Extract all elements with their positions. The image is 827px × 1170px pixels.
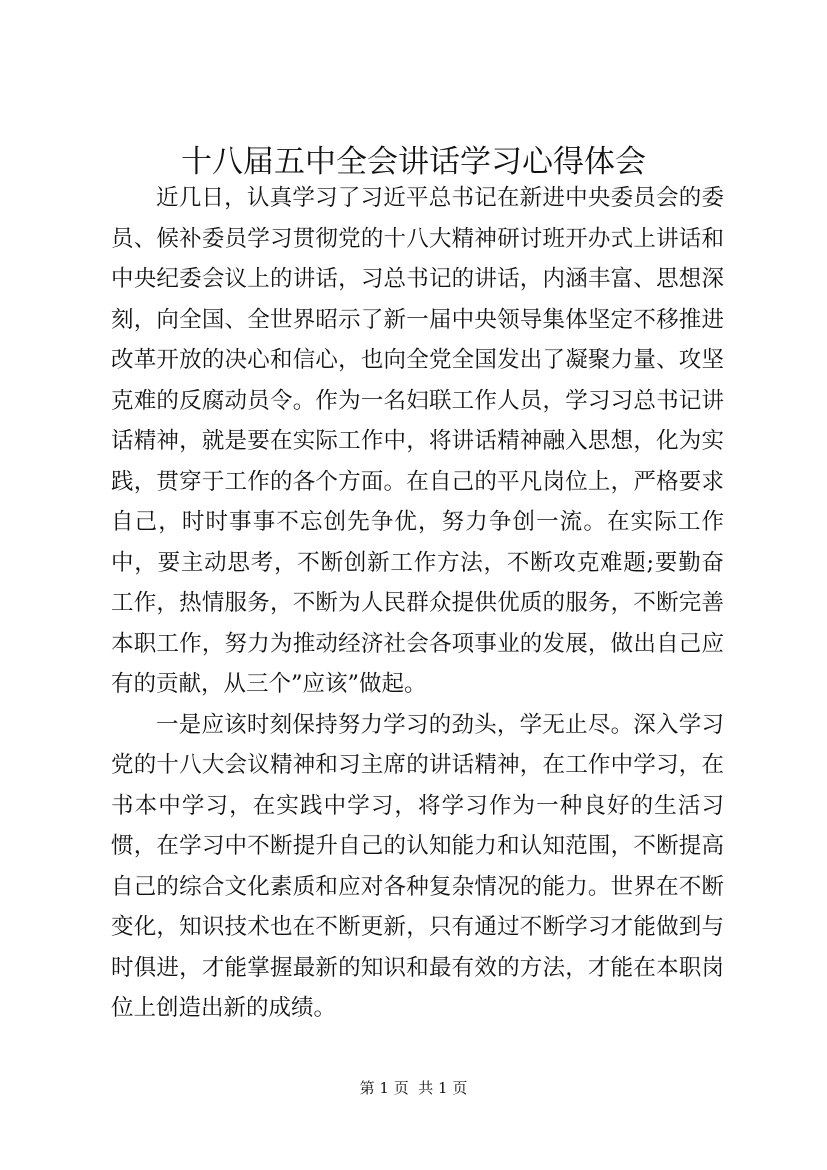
paragraph-2: 一是应该时刻保持努力学习的劲头，学无止尽。深入学习党的十八大会议精神和习主席的讲话精神，在工作中学习，在书本中学习，在实践中学习，将学习作为一种良好的生活习惯，在学习中不断提升自己的认知能力和认知范围，不断提高自己的综合文化素质和应对各种复杂情况的能力。世界在不断变化，知识技术也在不断更新，只有通过不断学习才能做到与时俱进，才能掌握最新的知识和最有效的方法，才能在本职岗位上创造出新的成绩。	[111, 711, 724, 1021]
document-body	[111, 178, 724, 1029]
page-number-label: 第 1 页 共 1 页	[359, 1079, 468, 1097]
document-title: 十八届五中全会讲话学习心得体会	[181, 144, 646, 180]
page-footer	[0, 1078, 827, 1098]
paragraph-1: 近几日，认真学习了习近平总书记在新进中央委员会的委员、候补委员学习贯彻党的十八大精神研讨班开办式上讲话和中央纪委会议上的讲话，习总书记的讲话，内涵丰富、思想深刻，向全国、全世界昭示了新一届中央领导集体坚定不移推进改革开放的决心和信心，也向全党全国发出了凝聚力量、攻坚克难的反腐动员令。作为一名妇联工作人员，学习习总书记讲话精神，就是要在实际工作中，将讲话精神融入思想，化为实践，贯穿于工作的各个方面。在自己的平凡岗位上，严格要求自己，时时事事不忘创先争优，努力争创一流。在实际工作中，要主动思考，不断创新工作方法，不断攻克难题;要勤奋工作，热情服务，不断为人民群众提供优质的服务，不断完善本职工作，努力为推动经济社会各项事业的发展，做出自己应有的贡献，从三个”应该”做起。	[111, 185, 724, 697]
